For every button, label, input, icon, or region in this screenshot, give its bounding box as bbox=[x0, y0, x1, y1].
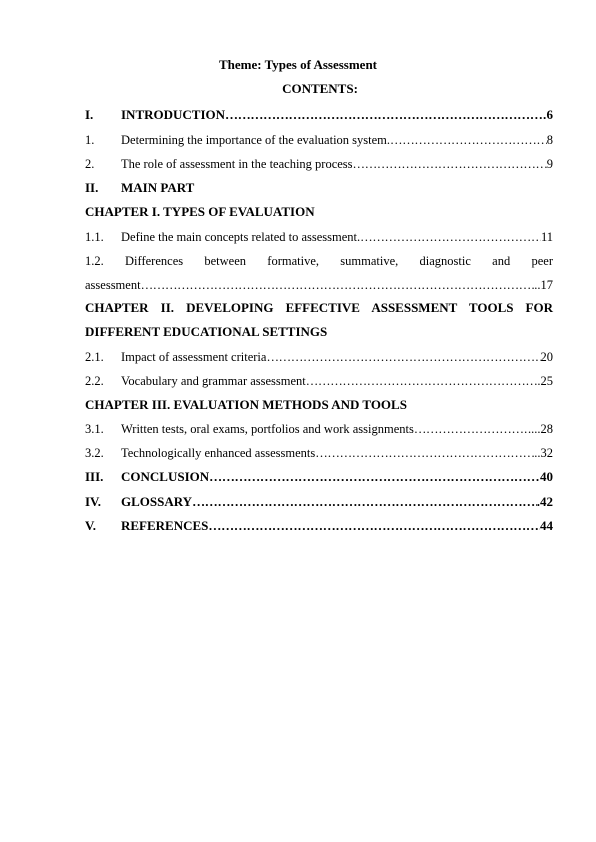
toc-leader-dots bbox=[353, 156, 547, 172]
toc-entry-main-concepts[interactable] bbox=[85, 229, 553, 245]
toc-entry-conclusion[interactable] bbox=[85, 469, 553, 485]
toc-entry-written-tests[interactable] bbox=[85, 421, 553, 437]
toc-leader-dots bbox=[192, 494, 537, 510]
toc-entry-page: 9 bbox=[546, 157, 553, 171]
toc-leader-dots bbox=[141, 277, 535, 293]
toc-entry-title: Vocabulary and grammar assessment bbox=[121, 374, 306, 388]
toc-entry-number: 3.1. bbox=[85, 422, 104, 436]
toc-entry-page: 11 bbox=[540, 230, 553, 244]
toc-entry-main-part[interactable] bbox=[85, 180, 553, 196]
toc-entry-page: 6 bbox=[546, 107, 553, 122]
toc-chapter-3-heading[interactable]: CHAPTER III. EVALUATION METHODS AND TOOLS bbox=[85, 397, 407, 412]
toc-entry-title: CONCLUSION bbox=[121, 469, 210, 484]
toc-entry-page: 40 bbox=[540, 469, 553, 484]
toc-chapter-2-heading-line1[interactable]: CHAPTER II. DEVELOPING EFFECTIVE ASSESSMENT TOOLS FOR bbox=[85, 300, 553, 315]
toc-entry-page: ....28 bbox=[528, 422, 553, 436]
toc-entry-number: 2.1. bbox=[85, 350, 104, 364]
toc-leader-dots bbox=[360, 229, 541, 245]
toc-entry-title: MAIN PART bbox=[121, 180, 195, 195]
toc-entry-glossary[interactable] bbox=[85, 494, 553, 510]
toc-entry-number: 1.2. bbox=[85, 254, 104, 268]
toc-entry-number: 1.1. bbox=[85, 230, 104, 244]
toc-entry-vocabulary-grammar[interactable] bbox=[85, 373, 553, 389]
document-theme: Theme: Types of Assessment bbox=[218, 57, 378, 72]
toc-entry-number: 1. bbox=[85, 133, 95, 147]
toc-leader-dots bbox=[209, 469, 540, 485]
toc-entry-title: Differences between formative, summative, diagnostic and peer bbox=[125, 254, 554, 268]
toc-leader-dots bbox=[390, 132, 547, 148]
toc-entry-page: ..25 bbox=[534, 374, 553, 388]
toc-leader-dots bbox=[225, 107, 546, 123]
toc-entry-references[interactable] bbox=[85, 518, 553, 534]
toc-entry-number: V. bbox=[85, 518, 96, 533]
toc-entry-title: REFERENCES bbox=[121, 518, 209, 533]
toc-entry-title: GLOSSARY bbox=[121, 494, 193, 509]
toc-entry-page: ..32 bbox=[534, 446, 553, 460]
toc-entry-number: 2. bbox=[85, 157, 95, 171]
toc-chapter-1-heading[interactable]: CHAPTER I. TYPES OF EVALUATION bbox=[85, 204, 315, 219]
toc-entry-number: IV. bbox=[85, 494, 102, 509]
toc-entry-title: The role of assessment in the teaching process bbox=[121, 157, 353, 171]
toc-chapter-2-heading-line2[interactable]: DIFFERENT EDUCATIONAL SETTINGS bbox=[85, 324, 328, 339]
toc-entry-page: ..17 bbox=[534, 278, 553, 292]
toc-leader-dots bbox=[414, 421, 528, 437]
toc-entry-title: Define the main concepts related to assessment. bbox=[121, 230, 361, 244]
toc-entry-title: Written tests, oral exams, portfolios and work assignments bbox=[121, 422, 414, 436]
toc-entry-page: 8 bbox=[546, 133, 553, 147]
toc-entry-role-of-assessment[interactable] bbox=[85, 156, 553, 172]
toc-entry-number: 2.2. bbox=[85, 374, 104, 388]
toc-entry-introduction[interactable] bbox=[85, 107, 553, 123]
toc-entry-title: Impact of assessment criteria bbox=[121, 350, 267, 364]
toc-entry-title: Determining the importance of the evaluation system. bbox=[121, 133, 391, 147]
toc-entry-technological-assessments[interactable] bbox=[85, 445, 553, 461]
toc-entry-title: Technologically enhanced assessments bbox=[121, 446, 316, 460]
toc-entry-title-continued: assessment bbox=[85, 278, 141, 292]
toc-entry-number: I. bbox=[85, 107, 94, 122]
toc-entry-page: 44 bbox=[540, 518, 553, 533]
toc-leader-dots bbox=[266, 349, 540, 365]
toc-entry-evaluation-system[interactable] bbox=[85, 132, 553, 148]
toc-entry-number: III. bbox=[85, 469, 104, 484]
toc-entry-assessment-criteria[interactable] bbox=[85, 349, 553, 365]
toc-leader-dots bbox=[315, 445, 534, 461]
toc-entry-page: .42 bbox=[536, 494, 553, 509]
toc-entry-title: INTRODUCTION bbox=[121, 107, 226, 122]
toc-entry-number: II. bbox=[85, 180, 99, 195]
toc-entry-differences-line1[interactable] bbox=[85, 253, 553, 269]
toc-entry-number: 3.2. bbox=[85, 446, 104, 460]
toc-leader-dots bbox=[306, 373, 534, 389]
toc-entry-page: 20 bbox=[540, 350, 553, 364]
toc-entry-differences-line2[interactable] bbox=[85, 277, 553, 293]
toc-leader-dots bbox=[208, 518, 540, 534]
contents-heading: CONTENTS: bbox=[282, 81, 358, 96]
